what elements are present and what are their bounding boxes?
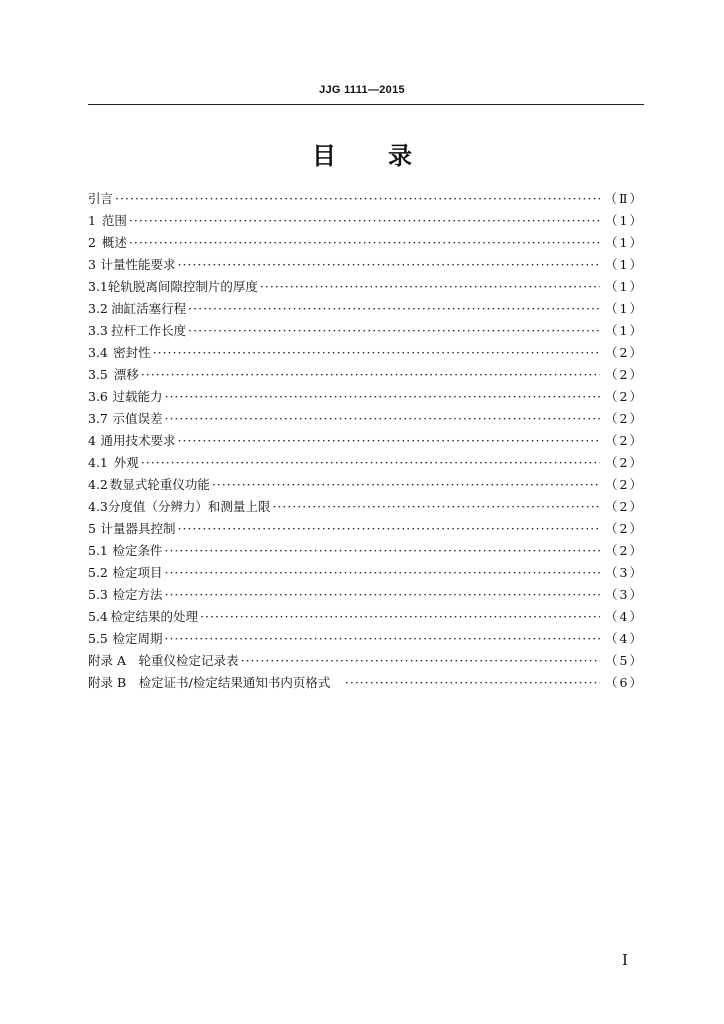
toc-entry-number: 3.7 bbox=[88, 411, 108, 426]
toc-entry-page: （2） bbox=[605, 477, 644, 492]
toc-entry-page: （2） bbox=[605, 543, 644, 558]
toc-leader-dots bbox=[260, 279, 600, 294]
toc-entry-label: 数显式轮重仪功能 bbox=[109, 477, 210, 492]
toc-leader-dots bbox=[188, 323, 600, 338]
toc-entry-label: 过载能力 bbox=[112, 389, 163, 404]
toc-entry-page: （4） bbox=[605, 631, 644, 646]
page-title bbox=[0, 136, 724, 171]
toc-entry-label: 检定方法 bbox=[112, 587, 163, 602]
toc-entry[interactable] bbox=[88, 387, 644, 409]
toc-entry-page: （1） bbox=[605, 257, 644, 272]
toc-entry-number: 3.5 bbox=[88, 367, 108, 382]
toc-entry-label: 引言 bbox=[88, 191, 114, 206]
toc-entry[interactable] bbox=[88, 629, 644, 651]
toc-entry-number: 1 bbox=[88, 213, 96, 228]
toc-entry[interactable] bbox=[88, 497, 644, 519]
toc-leader-dots bbox=[141, 455, 600, 470]
toc-entry-page: （1） bbox=[605, 323, 644, 338]
toc-entry-page: （2） bbox=[605, 521, 644, 536]
toc-entry-label: 拉杆工作长度 bbox=[111, 323, 187, 338]
toc-entry-page: （1） bbox=[605, 301, 644, 316]
toc-entry-label: 分度值（分辨力）和测量上限 bbox=[107, 499, 271, 514]
toc-entry-label: 附录 A 轮重仪检定记录表 bbox=[88, 653, 239, 668]
toc-entry[interactable] bbox=[88, 277, 644, 299]
toc-entry-number: 5.1 bbox=[88, 543, 108, 558]
toc-entry-number: 4.3 bbox=[88, 499, 108, 514]
standard-code: JJG 1111—2015 bbox=[319, 84, 405, 96]
toc-entry-label: 检定项目 bbox=[112, 565, 163, 580]
toc-entry[interactable] bbox=[88, 541, 644, 563]
toc-entry-number: 3.4 bbox=[88, 345, 108, 360]
toc-entry-page: （2） bbox=[605, 367, 644, 382]
toc-entry-label: 检定结果的处理 bbox=[110, 609, 198, 624]
toc-entry-label: 计量性能要求 bbox=[100, 257, 176, 272]
toc-entry-page: （2） bbox=[605, 499, 644, 514]
toc-leader-dots bbox=[241, 653, 600, 668]
toc-entry[interactable] bbox=[88, 211, 644, 233]
toc-entry-label: 计量器具控制 bbox=[100, 521, 176, 536]
toc-leader-dots bbox=[115, 191, 600, 206]
toc-entry-label: 外观 bbox=[113, 455, 139, 470]
toc-entry[interactable] bbox=[88, 673, 644, 695]
toc-leader-dots bbox=[188, 301, 600, 316]
toc-entry-number: 3.1 bbox=[88, 279, 108, 294]
toc-entry-page: （5） bbox=[605, 653, 644, 668]
toc-entry-number: 4.1 bbox=[88, 455, 108, 470]
toc-leader-dots bbox=[200, 609, 600, 624]
toc-entry[interactable] bbox=[88, 189, 644, 211]
toc-entry[interactable] bbox=[88, 607, 644, 629]
toc-entry-label: 示值误差 bbox=[112, 411, 163, 426]
toc-entry-page: （2） bbox=[605, 345, 644, 360]
toc-entry-label: 油缸活塞行程 bbox=[111, 301, 187, 316]
toc-entry-number: 2 bbox=[88, 235, 96, 250]
header-rule bbox=[88, 104, 644, 105]
toc-entry-number: 3 bbox=[88, 257, 96, 272]
toc-entry[interactable] bbox=[88, 299, 644, 321]
toc-entry-page: （3） bbox=[605, 587, 644, 602]
toc-entry-label: 通用技术要求 bbox=[100, 433, 176, 448]
toc-entry-page: （1） bbox=[605, 279, 644, 294]
toc-entry-page: （1） bbox=[605, 235, 644, 250]
table-of-contents bbox=[88, 189, 644, 695]
toc-entry[interactable] bbox=[88, 409, 644, 431]
toc-leader-dots bbox=[153, 345, 600, 360]
toc-entry-label: 轮轨脱离间隙控制片的厚度 bbox=[107, 279, 258, 294]
toc-entry[interactable] bbox=[88, 343, 644, 365]
toc-entry-page: （6） bbox=[605, 675, 644, 690]
toc-entry-number: 5 bbox=[88, 521, 96, 536]
toc-entry-label: 附录 B 检定证书/检定结果通知书内页格式 bbox=[88, 675, 343, 690]
toc-entry[interactable] bbox=[88, 255, 644, 277]
toc-entry-page: （4） bbox=[605, 609, 644, 624]
toc-entry[interactable] bbox=[88, 475, 644, 497]
toc-leader-dots bbox=[212, 477, 600, 492]
toc-leader-dots bbox=[178, 521, 600, 536]
toc-entry-label: 检定周期 bbox=[112, 631, 163, 646]
toc-leader-dots bbox=[164, 543, 600, 558]
toc-entry[interactable] bbox=[88, 651, 644, 673]
toc-leader-dots bbox=[164, 411, 600, 426]
toc-entry-label: 范围 bbox=[101, 213, 127, 228]
toc-entry-label: 密封性 bbox=[113, 345, 151, 360]
toc-entry-page: （2） bbox=[605, 389, 644, 404]
toc-entry-page: （2） bbox=[605, 411, 644, 426]
toc-leader-dots bbox=[141, 367, 600, 382]
toc-entry[interactable] bbox=[88, 431, 644, 453]
toc-leader-dots bbox=[164, 631, 600, 646]
toc-entry-number: 3.6 bbox=[88, 389, 108, 404]
toc-entry-number: 3.2 bbox=[88, 301, 108, 316]
toc-entry-page: （3） bbox=[605, 565, 644, 580]
toc-entry[interactable] bbox=[88, 519, 644, 541]
toc-entry-page: （1） bbox=[605, 213, 644, 228]
toc-entry-number: 4 bbox=[88, 433, 96, 448]
toc-leader-dots bbox=[129, 213, 600, 228]
toc-leader-dots bbox=[345, 675, 600, 690]
toc-entry-page: （2） bbox=[605, 455, 644, 470]
toc-leader-dots bbox=[164, 587, 600, 602]
page-number: I bbox=[622, 951, 628, 969]
toc-entry[interactable] bbox=[88, 585, 644, 607]
toc-entry[interactable] bbox=[88, 233, 644, 255]
toc-entry-number: 5.3 bbox=[88, 587, 108, 602]
toc-leader-dots bbox=[272, 499, 600, 514]
toc-entry-label: 概述 bbox=[101, 235, 127, 250]
toc-entry-page: （2） bbox=[605, 433, 644, 448]
toc-entry[interactable] bbox=[88, 563, 644, 585]
toc-entry-number: 3.3 bbox=[88, 323, 108, 338]
toc-entry-number: 5.2 bbox=[88, 565, 108, 580]
toc-entry-label: 漂移 bbox=[113, 367, 139, 382]
toc-entry-page: （Ⅱ） bbox=[604, 191, 644, 206]
toc-entry-number: 4.2 bbox=[88, 477, 108, 492]
toc-leader-dots bbox=[164, 565, 600, 580]
toc-entry-number: 5.4 bbox=[88, 609, 108, 624]
toc-entry[interactable] bbox=[88, 365, 644, 387]
toc-leader-dots bbox=[164, 389, 600, 404]
toc-entry-label: 检定条件 bbox=[112, 543, 163, 558]
toc-leader-dots bbox=[129, 235, 600, 250]
toc-leader-dots bbox=[178, 433, 600, 448]
toc-entry[interactable] bbox=[88, 453, 644, 475]
toc-leader-dots bbox=[178, 257, 600, 272]
title-char-1: 目 bbox=[312, 141, 336, 170]
title-char-2: 录 bbox=[388, 141, 412, 170]
toc-entry[interactable] bbox=[88, 321, 644, 343]
toc-entry-number: 5.5 bbox=[88, 631, 108, 646]
